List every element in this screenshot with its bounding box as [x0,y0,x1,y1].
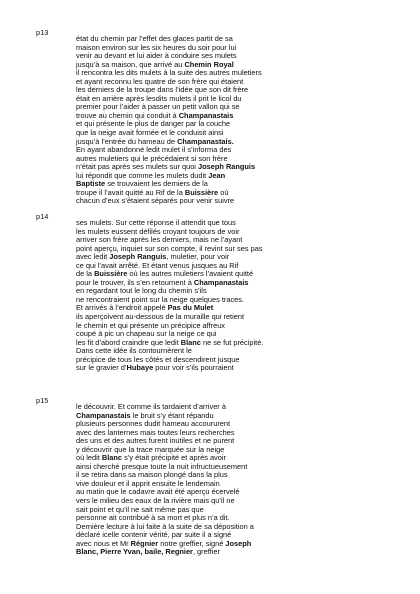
text-segment: pour le trouver, ils s’en retournent à [76,277,194,287]
text-segment: , greffier [192,547,220,557]
text-segment: que la neige avait formée et le conduisit ainsi [76,128,224,138]
text-segment: personne ait contribué à sa mort et plus n’a dit. [76,513,230,523]
bold-name: Joseph Ranguis [109,252,167,262]
text-segment: le chemin et qui présente un précipice affreux [76,320,225,330]
text-segment: venir au devant et lui aider à conduire ses mulets [76,51,237,61]
text-segment: des uns et des autres furent inutiles et ne purent [76,436,235,446]
bold-name: Champanastais. [177,136,234,146]
text-segment: précipice de tous les côtés et descendirent jusque [76,354,240,364]
bold-name: Hubaye [126,363,154,373]
text-segment: premier pour l’aider à passer un petit vallon qui se [76,102,240,112]
text-segment: où ledit [76,453,102,463]
text-segment: jusqu’à l’entrée du hameau de [76,136,178,146]
text-segment: Et arrivés à l’endroit appelé [76,303,168,313]
bold-name: Baptiste [76,179,106,189]
text-segment: s’y était précipité et après avoir [122,453,226,463]
page-label-p15: p15 [36,396,49,405]
text-segment: où [218,187,229,197]
text-segment: avec ledit [76,252,110,262]
bold-name: Buissière [94,269,128,279]
text-segment: le découvrir. Et comme ils tardaient d’arriver à [76,402,226,411]
text-segment: lui répondit que comme les mulets dudit [76,170,209,180]
text-segment: où les autres muletiers l’avaient quitté [127,269,254,279]
text-line [76,364,396,373]
text-line [76,197,396,206]
bold-name: Joseph Ranguis [198,162,256,172]
bold-name: Blanc [180,337,201,347]
bold-name: Champanastais [76,410,131,420]
text-segment: y découvrir que la trace marquée sur la neige [76,444,225,454]
text-segment: était en arrière après lesdits mulets il prit le licol du [76,93,242,103]
text-segment: ce qui l’avait arrêté. Et étant venus jusques au Rif [76,260,239,270]
text-segment: chacun d’eux s’étaient séparés pour venir suivre [76,196,235,206]
text-segment: Dernière lecture à lui faite à la suite de sa déposition a [76,521,254,531]
text-segment: ses mulets. Sur cette réponse il attendit que tous [76,218,236,227]
text-segment: point aperçu, inquiet sur son compte, il revint sur ses pas [76,243,263,253]
text-line [76,548,396,557]
text-segment: arriver son frère après les derniers, mais ne l’ayant [76,235,243,245]
bold-name: Buissière [184,187,219,197]
section-p13-text [76,35,396,206]
text-segment: vive douleur et il apprit ensuite le lendemain [76,478,220,488]
text-segment: en regardant tout le long du chemin s’ils [76,286,207,296]
text-segment: trouve au chemin qui conduit à [76,110,179,120]
text-segment: avec des lanternes mais toutes leurs recherches [76,427,235,437]
text-segment: jusqu’à sa maison, que arrivé au [76,59,185,69]
text-segment: Dans cette idée ils contournèrent le [76,346,192,356]
bold-name: Jean [208,170,226,180]
text-segment: et qui présente le plus de danger par la couche [76,119,231,129]
section-p15-text [76,403,396,557]
text-segment: troupe il l’avait quitté au Rif de la [76,187,185,197]
text-segment: de la [76,269,95,279]
bold-name: Pas du Mulet [167,303,214,313]
page-label-p14: p14 [36,212,49,221]
page-label-p13: p13 [36,28,49,37]
bold-name: Chemin Royal [184,59,234,69]
bold-name: Blanc, Pierre Yvan, baile, Regnier [76,547,193,557]
text-segment: ne rencontraient point sur la neige quelques traces. [76,294,245,304]
text-segment: vers le milieu des eaux de la rivière mais qu’il ne [76,496,235,506]
text-segment: plusieurs personnes dudit hameau accoururent [76,419,231,429]
text-segment: , muletier, pour voir [166,252,230,262]
text-segment: les mulets eussent défilés croyant toujours de voir [76,226,240,236]
text-segment: sur le gravier d’ [76,363,127,373]
text-segment: sait point et qu’il ne sait même pas que [76,504,204,514]
text-segment: se trouvaient les derniers de la [105,179,208,189]
text-segment: et ayant reconnu les quatre de son frère qui étaient [76,76,244,86]
text-segment: ainsi cherché presque toute la nuit infructueusement [76,461,248,471]
text-segment: état du chemin par l’effet des glaces partit de sa [76,34,233,43]
text-segment: au matin que le cadavre avait été aperçu écervelé [76,487,240,497]
text-segment: pour voir s’ils pourraient [153,363,234,373]
bold-name: Régnier [130,538,159,548]
text-segment: déclaré icelle contenir vérité, par suite il a signé [76,530,232,540]
text-segment: autres muletiers qui le précédaient si son frère [76,153,228,163]
text-segment: En ayant abandonné ledit mulet il s’informa des [76,145,232,155]
text-segment: coupé à pic un chapeau sur la neige ce qui [76,329,217,339]
text-segment: le bruit s’y étant répandu [130,410,214,420]
text-segment: ils aperçoivent au-dessous de la muraille qui retient [76,312,245,322]
section-p14-text [76,219,396,373]
text-segment: n’était pas après ses mulets sur quoi [76,162,199,172]
bold-name: Joseph [225,538,252,548]
text-segment: ne se fut précipité. [200,337,264,347]
text-segment: maison environ sur les six heures du soir pour lui [76,42,237,52]
text-segment: notre greffier, signé [158,538,226,548]
text-segment: les fit d’abord craindre que ledit [76,337,181,347]
bold-name: Champanastais [178,110,234,120]
text-segment: il rencontra les dits mulets à la suite des autres muletiers [76,68,262,78]
text-segment: avec nous et Mr [76,538,131,548]
bold-name: Blanc [101,453,123,463]
text-segment: il se retira dans sa maison plongé dans la plus [76,470,228,480]
text-segment: les derniers de la troupe dans l’idée que son dit frère [76,85,249,95]
bold-name: Champanastais [193,277,249,287]
